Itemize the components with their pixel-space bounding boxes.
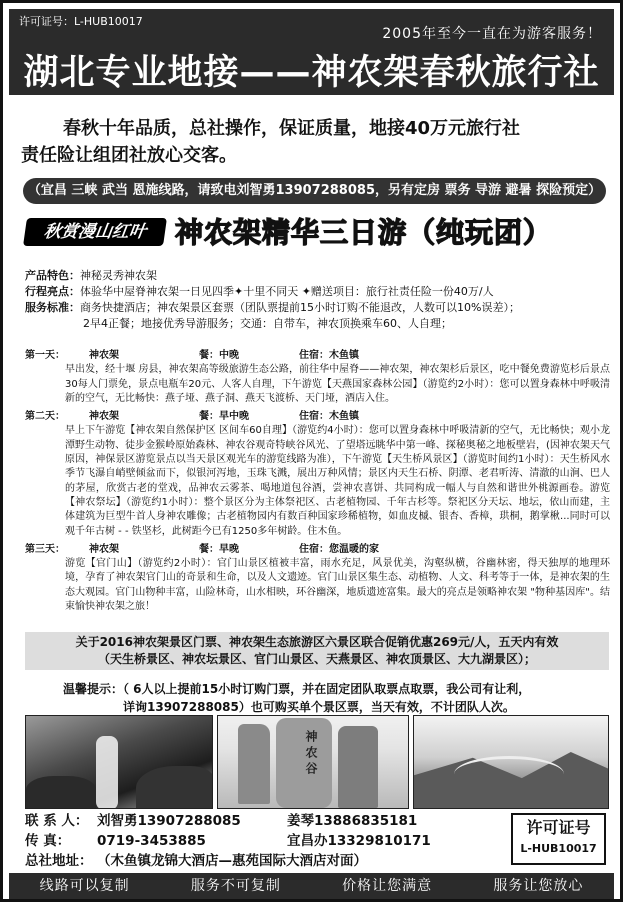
service-value-1: 商务快捷酒店；神农架景区套票（团队票提前15小时订购不能退改，人数可以10%误差）； [80, 301, 520, 314]
itinerary-day-2 [25, 410, 610, 539]
header-banner [9, 9, 614, 95]
contact-bar: （宜昌 三峡 武当 恩施线路，请致电刘智勇13907288085，另有定房 票务 导游 避暑 探险预定） [23, 178, 606, 204]
day-header [25, 543, 610, 557]
contact-person-phone: 刘智勇13907288085 [97, 813, 241, 829]
license-title: 许可证号 [526, 818, 591, 837]
promotion-line-1: 关于2016神农架景区门票、神农架生态旅游区六景区联合促销优惠269元/人，五天内有效 [75, 635, 559, 649]
monument-inscription: 神农谷 [304, 730, 318, 778]
day-spot: 神农架 [89, 543, 119, 555]
day-meals: 餐：早中晚 [199, 411, 249, 423]
features-row [25, 268, 610, 284]
day-label: 第三天： [25, 543, 65, 555]
license-box [511, 813, 606, 865]
service-row-2 [25, 316, 610, 332]
product-info [25, 268, 610, 332]
features-label: 产品特色： [25, 269, 80, 282]
features-value: 神秘灵秀神农架 [80, 269, 157, 282]
fax-label: 传 真： [25, 833, 71, 849]
highlights-label: 行程亮点： [25, 285, 80, 298]
service-since-text: 2005年至今一直在为游客服务！ [382, 26, 602, 42]
yichang-office-phone: 宜昌办13329810171 [287, 833, 431, 849]
service-label: 服务标准： [25, 301, 80, 314]
fax-number: 0719-3453885 [97, 833, 206, 849]
footer-slogan: 服务让您放心 [493, 878, 584, 894]
day-header [25, 410, 610, 424]
stone-pillar [338, 726, 378, 808]
address-row [25, 851, 505, 871]
day-meals: 餐：早晚 [199, 543, 239, 555]
itinerary [25, 345, 610, 614]
waterfall-photo [25, 715, 213, 809]
address-value: （木鱼镇龙锦大酒店—惠苑国际大酒店对面） [97, 853, 367, 869]
day-stay: 住宿：您温暖的家 [299, 543, 379, 555]
day-spot: 神农架 [89, 350, 119, 361]
bridge-arch [454, 756, 564, 792]
license-number-small: 许可证号：L-HUB10017 [19, 15, 143, 28]
slogan-line-1: 春秋十年品质，总社操作，保证质量，地接40万元旅行社 [63, 118, 521, 139]
address-label: 总社地址： [25, 853, 93, 869]
stone-pillar [238, 724, 270, 804]
day-stay: 住宿：木鱼镇 [299, 350, 359, 361]
slogan-line-2: 责任险让组团社放心交客。 [21, 145, 237, 166]
contact-info [25, 811, 505, 871]
license-number: L-HUB10017 [520, 842, 597, 855]
rock-shape [26, 776, 96, 809]
tour-title: 神农架精华三日游（纯玩团） [175, 216, 553, 249]
contact-person-row [25, 811, 505, 831]
contact-person-2-phone: 姜琴13886835181 [287, 813, 418, 829]
tips-line-2: 详询13907288085）也可购买单个景区票，当天有效，不计团队人次。 [123, 700, 515, 714]
itinerary-day-3 [25, 543, 610, 614]
contact-person-label: 联 系 人： [25, 813, 89, 829]
slogan [21, 115, 611, 169]
tips-line-1: 温馨提示：（ 6人以上提前15小时订购门票，并在固定团队取票点取票，我公司有让利， [63, 682, 531, 696]
tagline-badge: 秋赏漫山红叶 [23, 218, 167, 246]
rock-shape [136, 766, 213, 809]
day-header [25, 349, 610, 363]
day-stay: 住宿：木鱼镇 [299, 411, 359, 423]
itinerary-day-1 [25, 349, 610, 406]
day-description: 早上下午游览【神农架自然保护区 区间车60自理】（游览约4小时）：您可以置身森林中呼吸清新的空气，无比畅快；观小龙潭野生动物、徒步金猴岭原始森林、神农谷观奇特峡谷风光、了望塔远眺华中第一峰、探秘奥秘之地板壁岩，(因神农架天气原因，神保景区游览景点以当天景区观光车的游览线路为准），下午游览【天生桥风景区】（游览时间约1小时）：天生桥风水季节飞瀑自峭壁倾盆而下，似银河泻地，玉珠飞溅，展出万种风情；景区内天生石桥、阴潭、老君听涛、清澈的山涧、巴人的茅屋，欣赏古老的堂戏，品神农云雾茶、喝地道包谷酒，尝神农喜饼、共同构成一幅人与自然和谐世外桃源画卷。游览【神农祭坛】（游览约1小时）：整个景区分为主体祭祀区、古老植物园、千年古杉等。祭祀区分天坛、地坛，依山而建，主体建筑为巨型牛首人身神农雕像；古老植物园内有数百种国家珍稀植物，如血皮槭、银杏、香樟，珙桐，鹅掌楸...同时可以观千年古树 - - 铁坚杉，此树距今已有1250多年树龄。住木鱼。 [65, 425, 610, 537]
promotion-line-2: （天生桥景区、神农坛景区、官门山景区、天燕景区、神农顶景区、大九湖景区）； [97, 652, 536, 666]
mountain-bridge-photo [413, 715, 609, 809]
footer-slogan: 服务不可复制 [190, 878, 281, 894]
service-value-2: 2早4正餐；地接优秀导游服务；交通：自带车，神农顶换乘车60、人自理； [83, 317, 452, 330]
promotion-box [25, 632, 609, 670]
day-label: 第二天： [25, 411, 65, 423]
footer-slogans [9, 873, 614, 899]
page-title: 湖北专业地接——神农架春秋旅行社 [23, 53, 600, 93]
stone-monument-photo [217, 715, 409, 809]
waterfall-stream [96, 736, 118, 809]
service-row [25, 300, 610, 316]
day-description: 游览【官门山】（游览约2小时）：官门山景区植被丰富，雨水充足，风景优美，沟壑纵横，谷幽林密，得天独厚的地理环境，孕育了神农架官门山的奇景和生命，以及人文遗迹。官门山景区集生态、动植物、人文、科考等于一体，是神农架的生态大观园。官门山物种丰富，山险林奇，山水相映，环谷幽深，地质遗迹富集。最大的亮点是领略神农架 "物种基因库"。结束愉快神农架之旅！ [65, 558, 610, 613]
tips [63, 680, 603, 716]
day-label: 第一天： [25, 350, 65, 361]
day-description: 早出发，经十堰 房县，神农架高等级旅游生态公路，前往华中屋脊——神农架，神农架杉后景区，吃中餐免费游览杉后景点30每人门票免，景点电瓶车20元、人客人自理，下午游览【天燕国家森林公园】（游览约2小时）：您可以置身森林中呼吸清新的空气，无比畅快：燕子垭、燕子洞、燕天飞渡桥、天门垭，酒店入住。 [65, 364, 610, 404]
highlights-value: 体验华中屋脊神农架一日见四季✦十里不同天 ✦赠送项目：旅行社责任险一份40万/人 [80, 285, 494, 298]
footer-slogan: 线路可以复制 [39, 878, 130, 894]
day-meals: 餐：中晚 [199, 350, 239, 361]
highlights-row [25, 284, 610, 300]
fax-row [25, 831, 505, 851]
footer-slogan: 价格让您满意 [342, 878, 433, 894]
day-spot: 神农架 [89, 411, 119, 423]
